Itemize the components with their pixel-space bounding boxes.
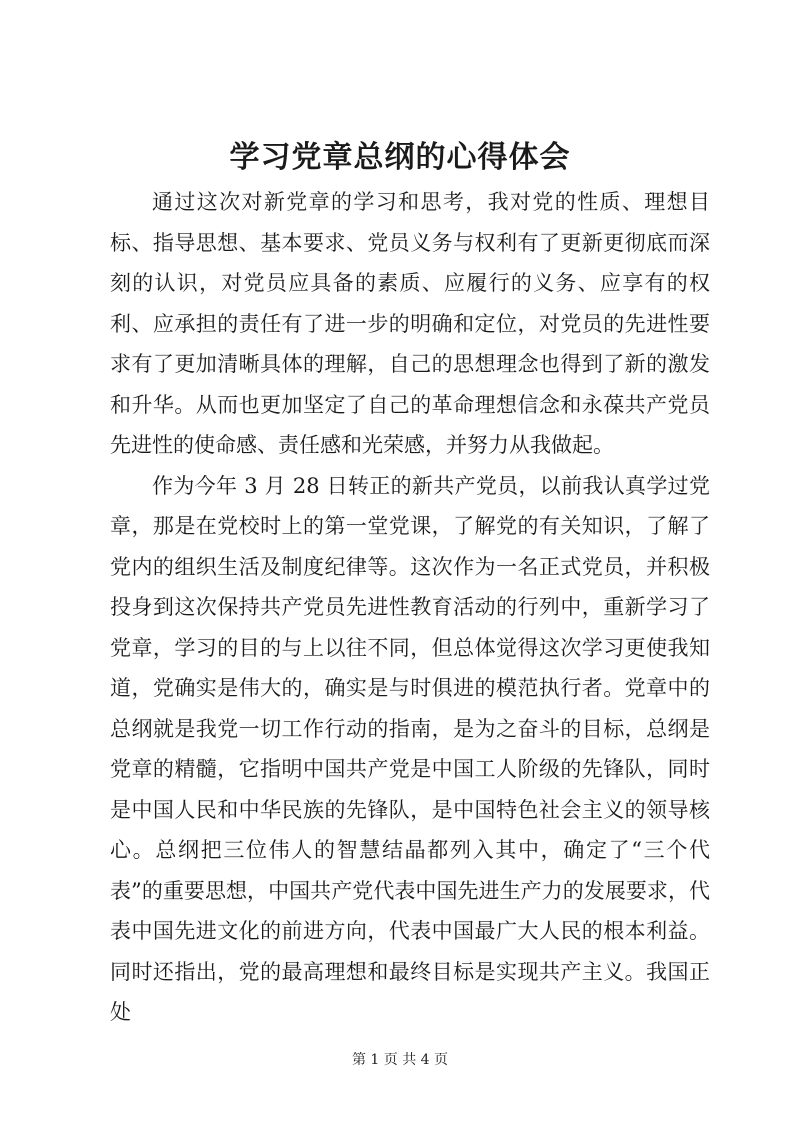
document-body [110, 182, 710, 1033]
document-title: 学习党章总纲的心得体会 [229, 140, 571, 175]
paragraph-1: 通过这次对新党章的学习和思考，我对党的性质、理想目标、指导思想、基本要求、党员义务与权利有了更新更彻底而深刻的认识，对党员应具备的素质、应履行的义务、应享有的权利、应承担的责任有了进一步的明确和定位，对党员的先进性要求有了更加清晰具体的理解，自己的思想理念也得到了新的激发和升华。从而也更加坚定了自己的革命理想信念和永葆共产党员先进性的使命感、责任感和光荣感，并努力从我做起。 [110, 190, 710, 457]
page-number-footer: 第 1 页 共 4 页 [351, 1052, 449, 1068]
paragraph-2: 作为今年 3 月 28 日转正的新共产党员，以前我认真学过党章，那是在党校时上的第一堂党课，了解党的有关知识，了解了党内的组织生活及制度纪律等。这次作为一名正式党员，并积极投身到这次保持共产党员先进性教育活动的行列中，重新学习了党章，学习的目的与上以往不同，但总体觉得这次学习更使我知道，党确实是伟大的，确实是与时俱进的模范执行者。党章中的总纲就是我党一切工作行动的指南，是为之奋斗的目标，总纲是党章的精髓，它指明中国共产党是中国工人阶级的先锋队，同时是中国人民和中华民族的先锋队，是中国特色社会主义的领导核心。总纲把三位伟人的智慧结晶都列入其中，确定了“三个代表”的重要思想，中国共产党代表中国先进生产力的发展要求，代表中国先进文化的前进方向，代表中国最广大人民的根本利益。同时还指出，党的最高理想和最终目标是实现共产主义。我国正处 [110, 473, 710, 1024]
